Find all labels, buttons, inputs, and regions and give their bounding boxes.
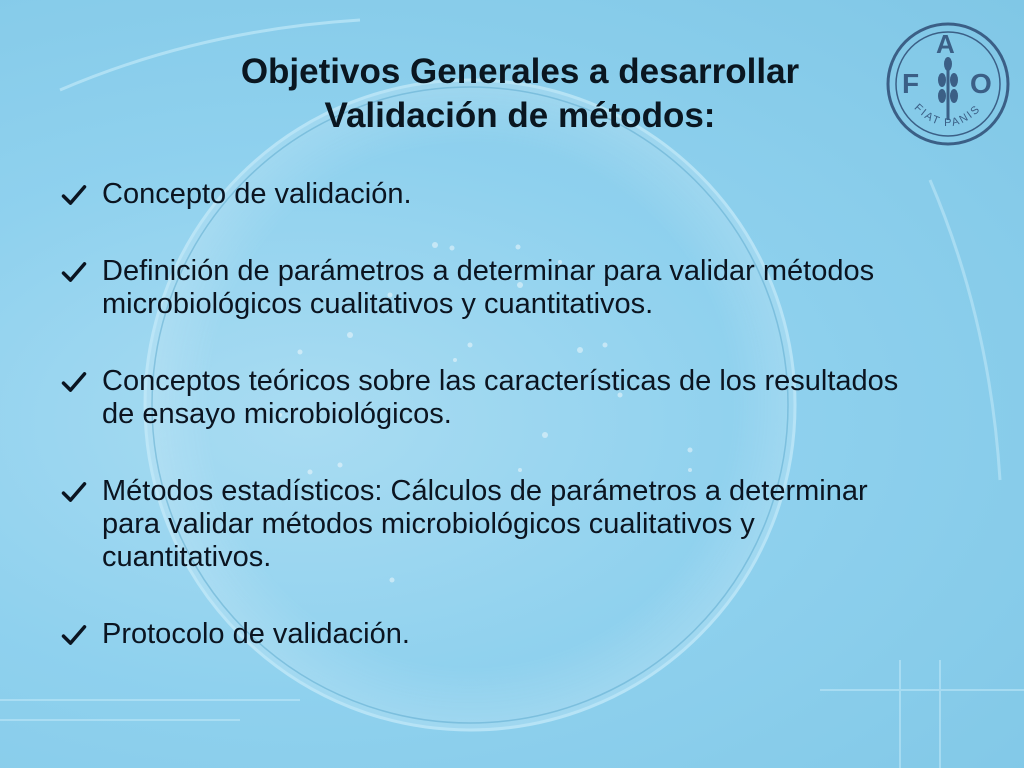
logo-letter-o: O <box>970 68 992 99</box>
list-item <box>60 618 920 651</box>
list-item <box>60 475 920 574</box>
check-icon <box>60 621 88 649</box>
logo-letter-a: A <box>936 29 955 59</box>
list-item-text: Definición de parámetros a determinar para validar métodos microbiológicos cualitativos y cuantitativos. <box>102 255 875 320</box>
list-item-text: Métodos estadísticos: Cálculos de parámetros a determinar para validar métodos microbiológicos cualitativos y cuantitativos. <box>102 475 868 573</box>
list-item-text: Protocolo de validación. <box>102 618 410 650</box>
check-icon <box>60 478 88 506</box>
check-icon <box>60 368 88 396</box>
slide-title <box>150 50 890 138</box>
check-icon <box>60 258 88 286</box>
title-line-1: Objetivos Generales a desarrollar <box>240 52 800 91</box>
title-line-2: Validación de métodos: <box>324 96 716 135</box>
list-item <box>60 178 920 211</box>
logo-letter-f: F <box>902 68 920 99</box>
list-item <box>60 365 920 431</box>
list-item <box>60 255 920 321</box>
logo-motto: FIAT PANIS <box>911 101 984 130</box>
list-item-text: Concepto de validación. <box>102 178 412 210</box>
list-item-text: Conceptos teóricos sobre las características de los resultados de ensayo microbiológicos. <box>102 365 899 430</box>
fao-logo <box>884 20 1012 148</box>
check-icon <box>60 181 88 209</box>
objectives-list <box>60 178 920 651</box>
